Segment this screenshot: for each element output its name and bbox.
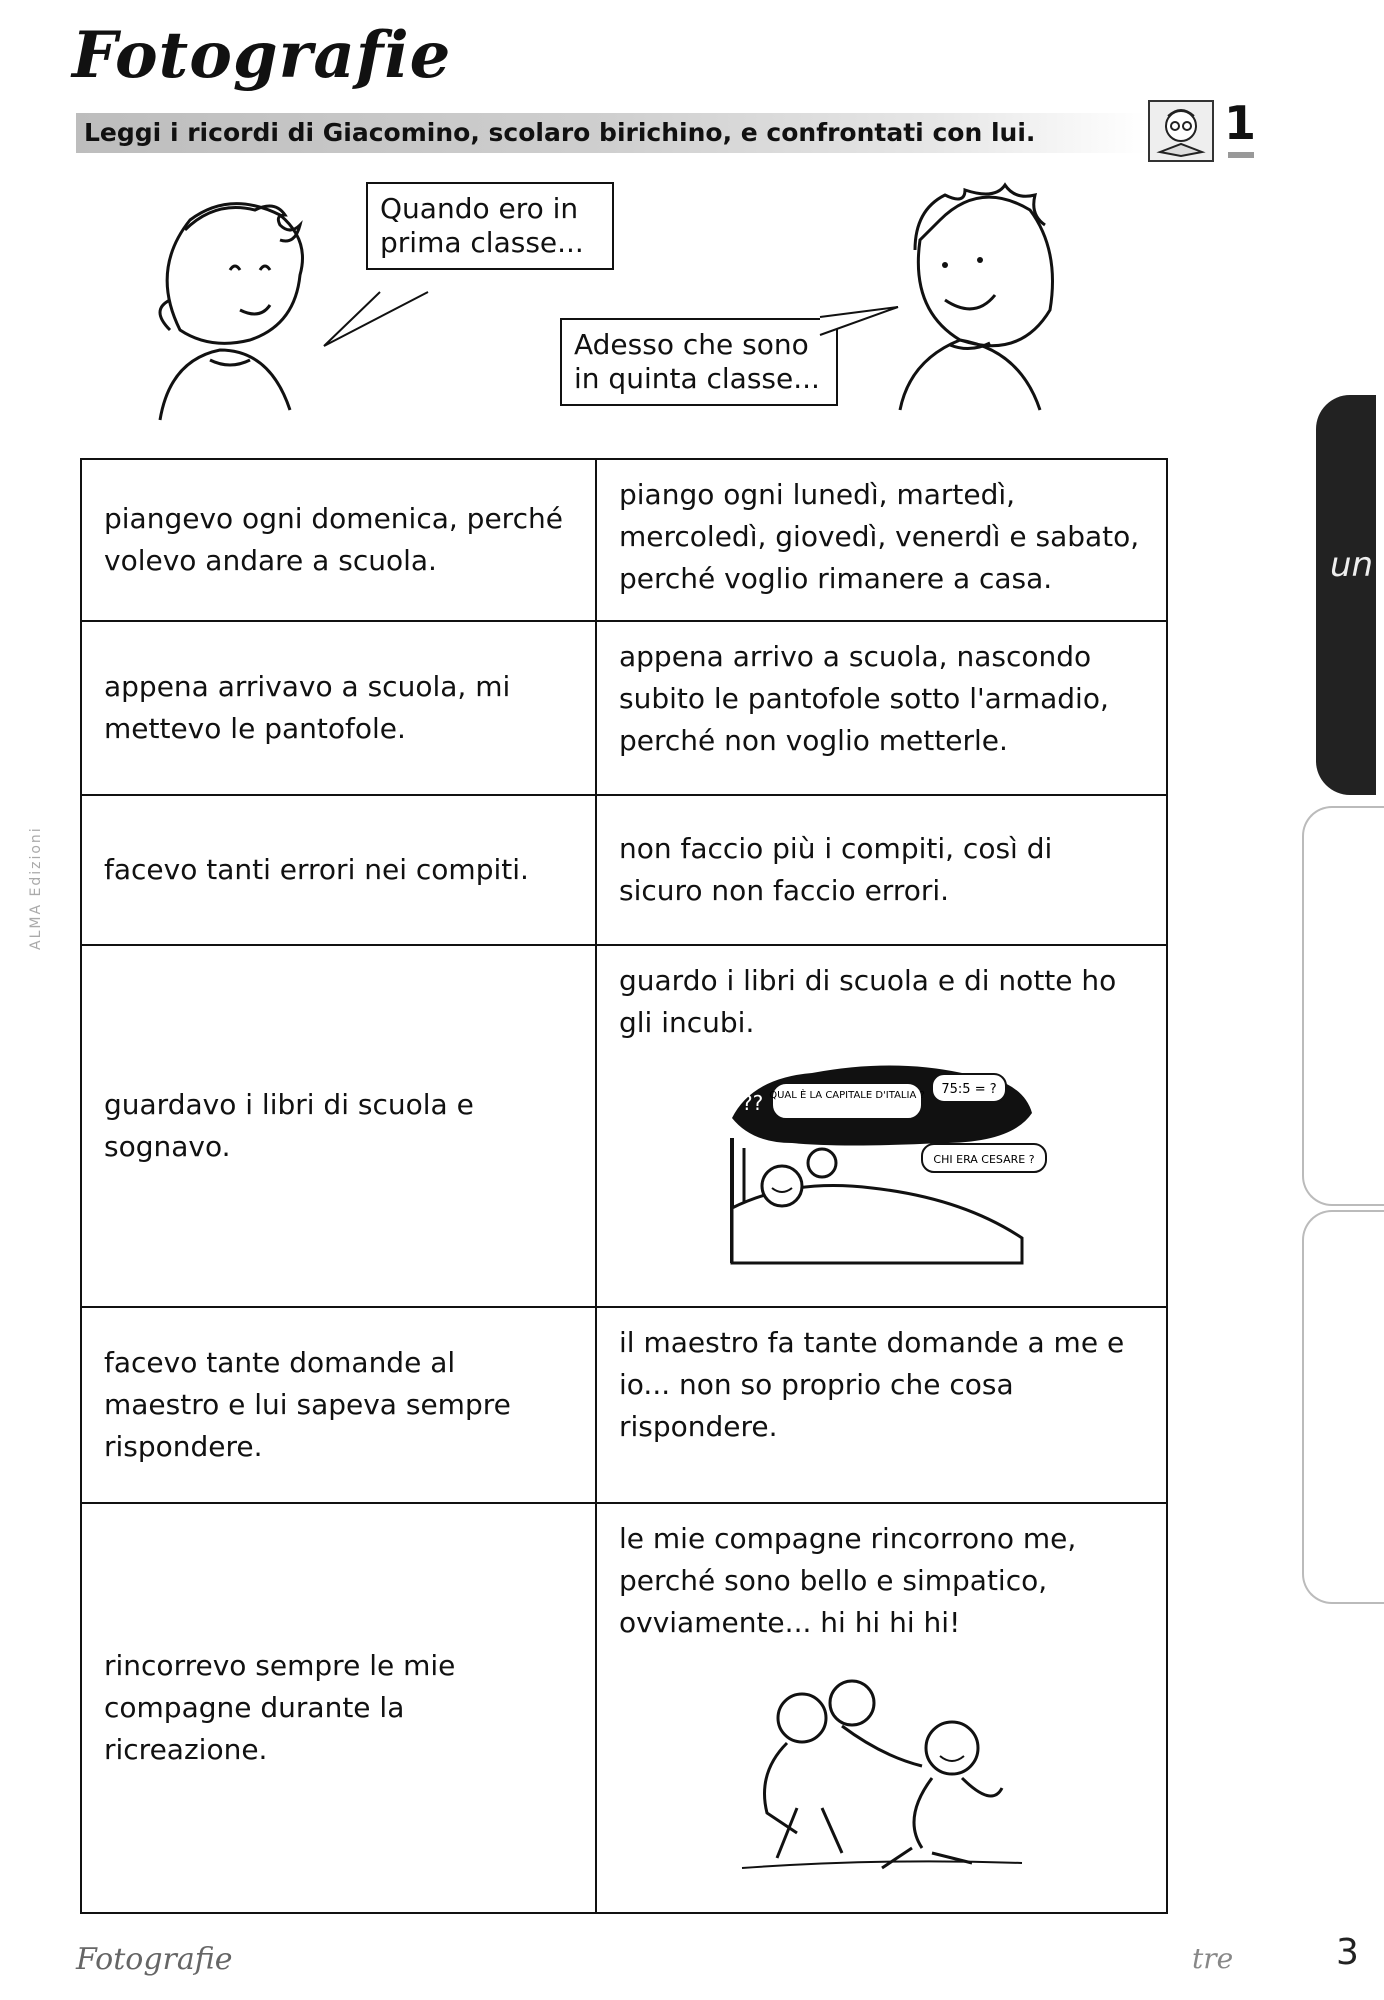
now-cell-text: guardo i libri di scuola e di notte ho gli incubi.: [619, 964, 1117, 1039]
unit-side-tab-text: un: [1330, 545, 1374, 585]
now-cell: non faccio più i compiti, così di sicuro non faccio errori.: [596, 795, 1167, 945]
page-number: 3: [1336, 1932, 1359, 1973]
boy-first-grade-illustration: [140, 190, 340, 430]
speech-bubble-first-grade: [366, 182, 614, 270]
nightmare-question-capital: QUAL È LA CAPITALE D'ITALIA ?: [768, 1090, 925, 1101]
before-cell: rincorrevo sempre le mie compagne durante la ricreazione.: [81, 1503, 596, 1913]
speech-bubble-tail-right: [820, 305, 900, 345]
table-row: [81, 621, 1167, 795]
now-cell: appena arrivo a scuola, nascondo subito le pantofole sotto l'armadio, perché non voglio metterle.: [596, 621, 1167, 795]
page-number-word: tre: [1192, 1942, 1234, 1975]
bubble-line: Adesso che sono: [574, 328, 809, 361]
table-row: [81, 945, 1167, 1307]
page-title: Fotografie: [72, 18, 452, 93]
now-cell-with-illustration: [596, 945, 1167, 1307]
footer-title: Fotografie: [76, 1942, 233, 1977]
now-cell-with-illustration: [596, 1503, 1167, 1913]
bubble-line: Quando ero in: [380, 192, 579, 225]
side-card-upper: [1302, 806, 1384, 1206]
unit-number: 1: [1224, 96, 1257, 150]
instruction-bar: [76, 113, 1146, 153]
publisher-credit: ALMA Edizioni: [28, 826, 44, 950]
nightmare-question-math: 75:5 = ?: [940, 1082, 997, 1097]
bubble-line: in quinta classe...: [574, 362, 820, 395]
side-card-lower: [1302, 1210, 1384, 1604]
table-row: [81, 795, 1167, 945]
chasing-kids-illustration: [732, 1658, 1032, 1878]
before-cell: piangevo ogni domenica, perché volevo andare a scuola.: [81, 459, 596, 621]
bubble-line: prima classe...: [380, 226, 584, 259]
table-row: [81, 1503, 1167, 1913]
table-row: [81, 459, 1167, 621]
speech-bubble-tail-left: [320, 290, 440, 350]
before-cell: facevo tante domande al maestro e lui sapeva sempre rispondere.: [81, 1307, 596, 1503]
reading-kid-icon: [1148, 100, 1214, 162]
instruction-text: Leggi i ricordi di Giacomino, scolaro birichino, e confrontati con lui.: [84, 118, 1036, 147]
boy-fifth-grade-illustration: [890, 180, 1070, 420]
now-cell-text: le mie compagne rincorrono me, perché sono bello e simpatico, ovviamente... hi hi hi hi!: [619, 1522, 1077, 1639]
before-cell: appena arrivavo a scuola, mi mettevo le pantofole.: [81, 621, 596, 795]
unit-side-tab: [1316, 395, 1376, 795]
nightmare-question-caesar: CHI ERA CESARE ?: [932, 1153, 1035, 1166]
nightmare-illustration: [712, 1058, 1052, 1268]
comparison-table: [80, 458, 1168, 1914]
speech-bubble-fifth-grade: [560, 318, 838, 406]
table-row: [81, 1307, 1167, 1503]
now-cell: il maestro fa tante domande a me e io... non so proprio che cosa rispondere.: [596, 1307, 1167, 1503]
before-cell: guardavo i libri di scuola e sognavo.: [81, 945, 596, 1307]
unit-number-underline: [1228, 152, 1254, 158]
nightmare-question-marks: ??: [741, 1091, 763, 1115]
now-cell: piango ogni lunedì, martedì, mercoledì, giovedì, venerdì e sabato, perché voglio rimanere a casa.: [596, 459, 1167, 621]
before-cell: facevo tanti errori nei compiti.: [81, 795, 596, 945]
